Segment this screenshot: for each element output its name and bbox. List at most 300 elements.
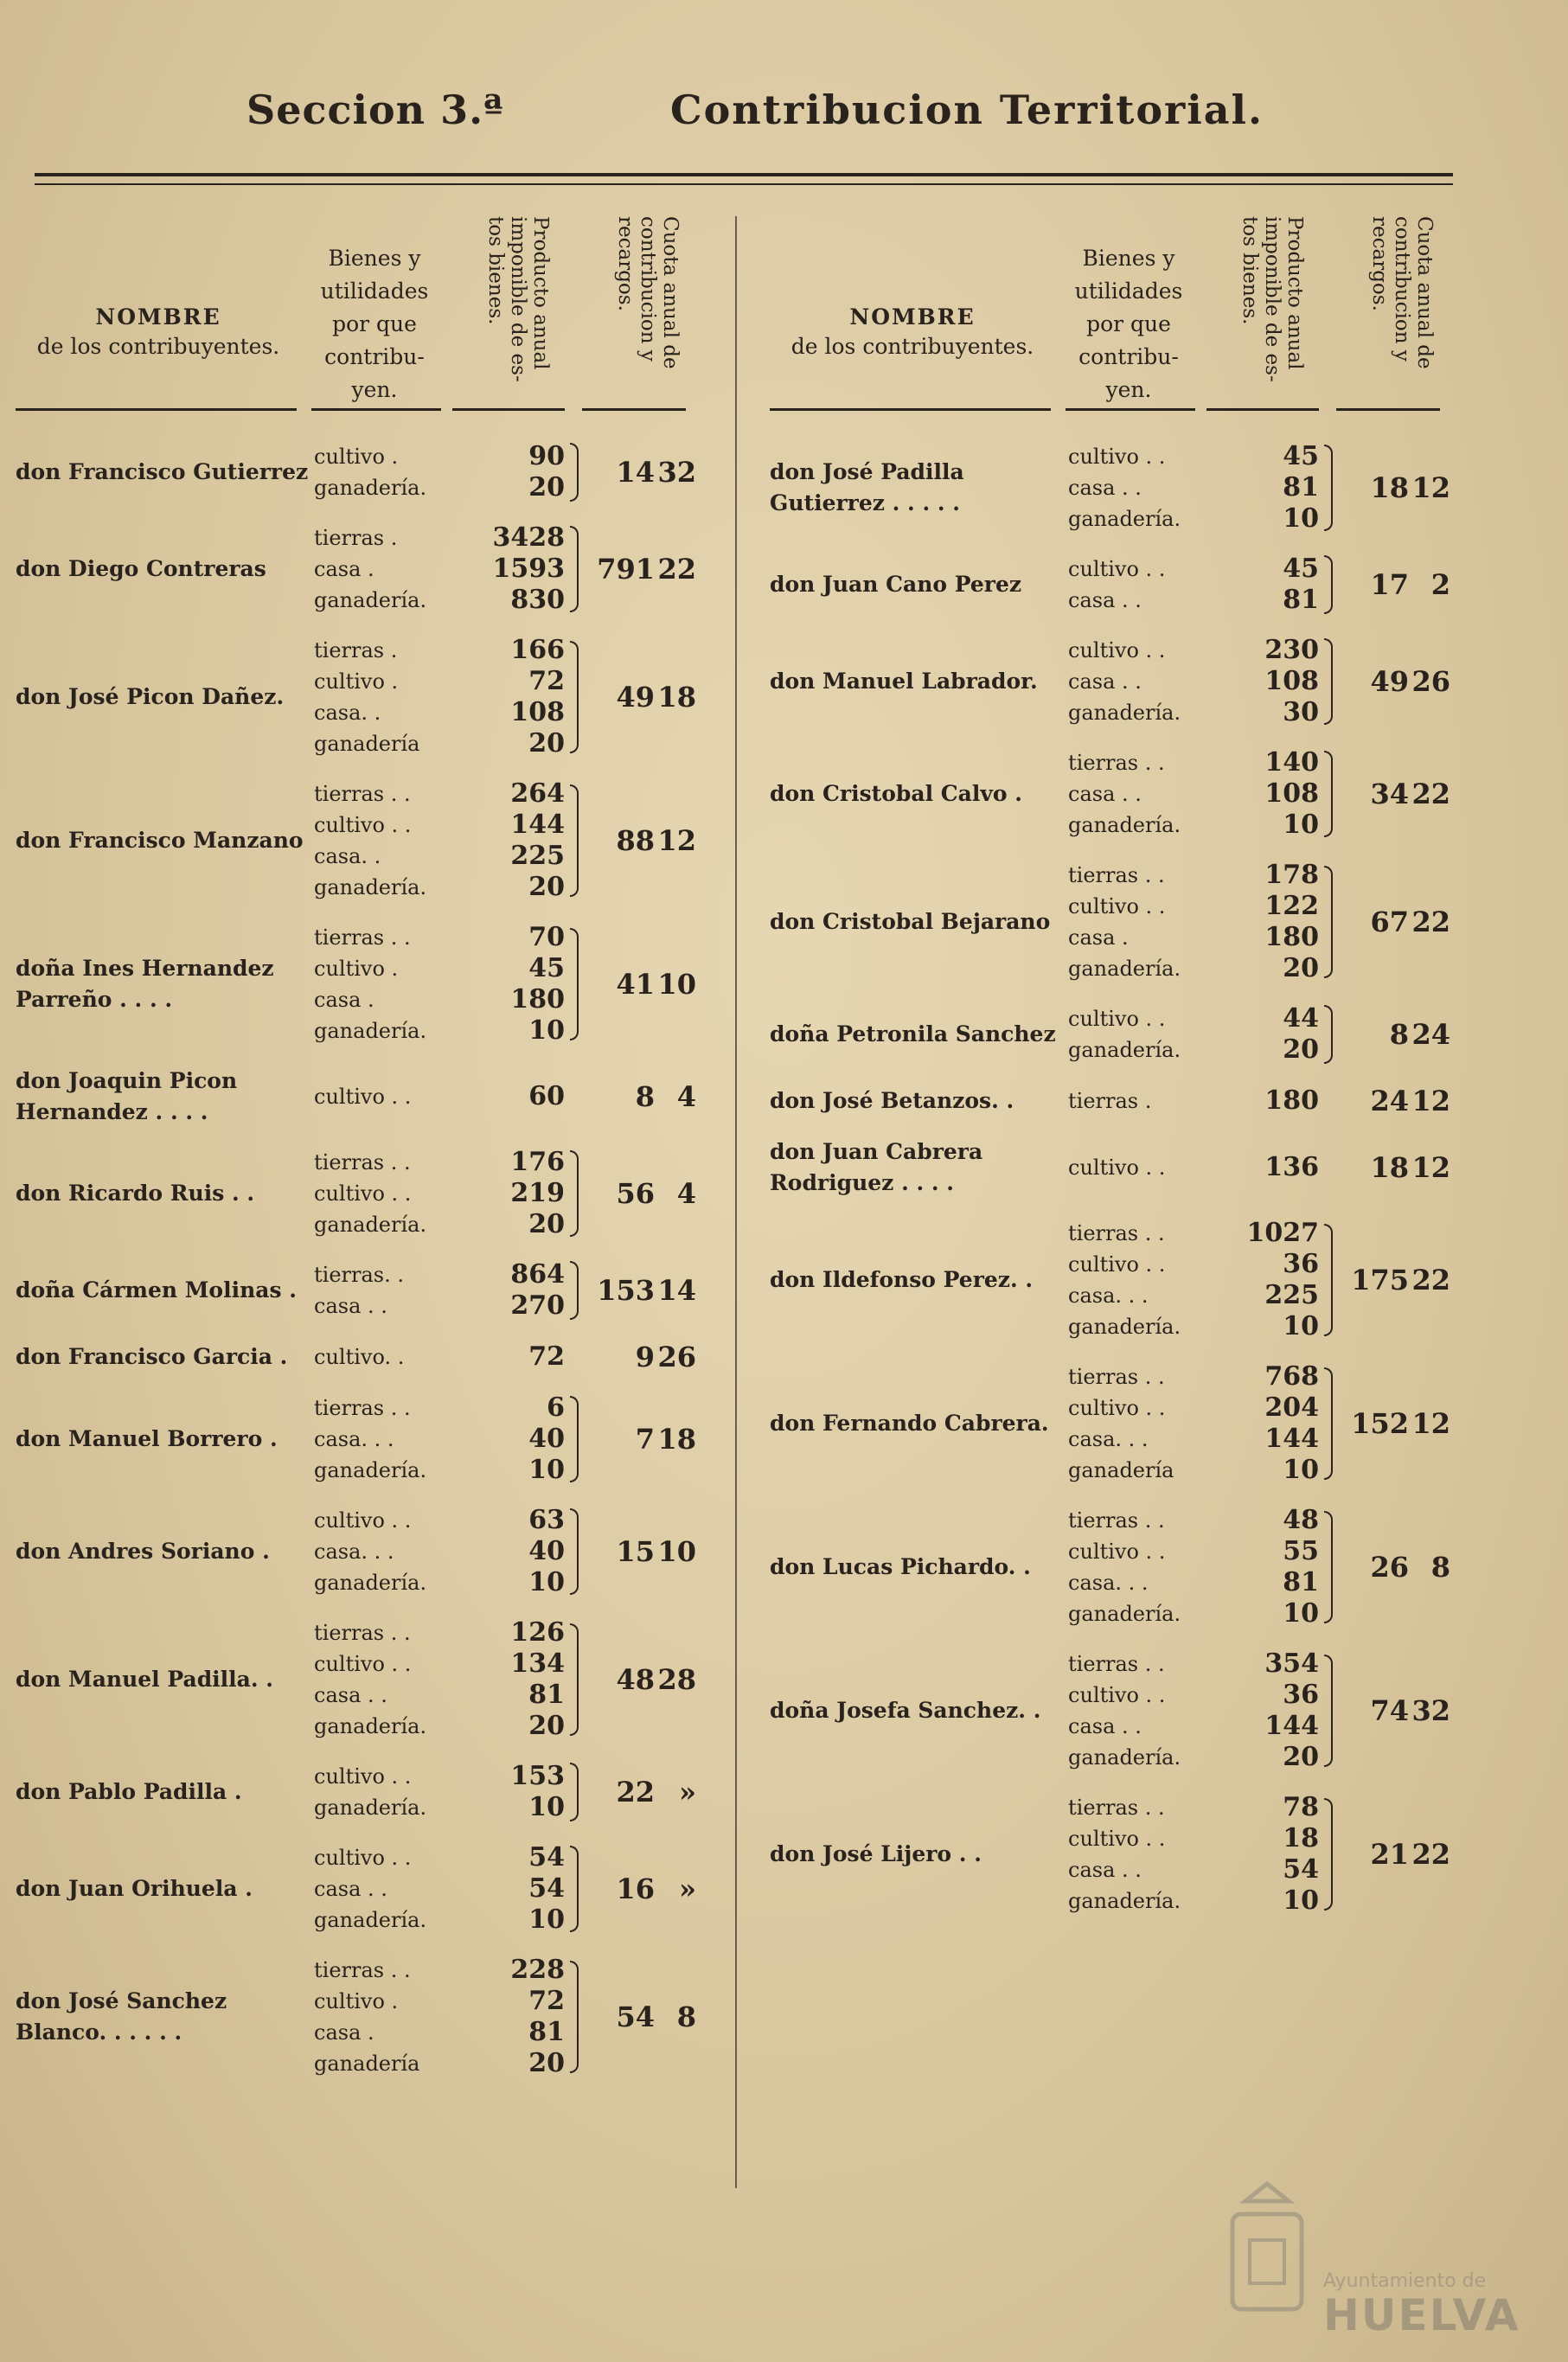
- property-type: cultivo .: [314, 957, 399, 981]
- contributor-entry: [16, 1147, 699, 1240]
- brace-mark: [570, 784, 579, 898]
- cuota-pesos: 88: [616, 824, 655, 857]
- contributor-entry: [16, 1955, 699, 2079]
- cuota-pesos: 34: [1370, 778, 1409, 810]
- brace: [565, 522, 584, 616]
- product-values: [465, 1392, 565, 1486]
- property-type: cultivo . .: [314, 1085, 412, 1109]
- product-value: 153: [510, 1761, 565, 1791]
- property-type: casa . .: [314, 1294, 387, 1318]
- property-type: ganadería.: [1068, 507, 1181, 531]
- cuota-reales: 18: [657, 1423, 696, 1456]
- contributor-name: doña Josefa Sanchez. .: [770, 1698, 1041, 1723]
- header-rule-thin: [35, 183, 1453, 185]
- product-value: 6: [547, 1392, 565, 1423]
- property-type: ganadería.: [1068, 813, 1181, 837]
- contributor-entry: [16, 441, 699, 503]
- product-value: 72: [528, 1986, 565, 2016]
- brace-mark: [570, 443, 579, 501]
- property-list: [314, 778, 465, 903]
- property-type: casa .: [314, 557, 374, 581]
- cuota-reales: 14: [657, 1274, 696, 1307]
- property-type: tierras . .: [314, 1150, 411, 1175]
- product-value: 140: [1264, 747, 1319, 778]
- contributor-entry: [770, 441, 1479, 534]
- product-values: [1219, 1648, 1319, 1773]
- product-values: [465, 1147, 565, 1240]
- property-list: [1068, 554, 1219, 616]
- property-type: ganadería.: [1068, 1038, 1181, 1062]
- product-value: 78: [1283, 1792, 1319, 1822]
- property-type: tierras .: [1068, 1089, 1152, 1113]
- product-value: 178: [1264, 860, 1319, 890]
- cuota-reales: 26: [657, 1341, 696, 1373]
- product-values: [1219, 554, 1319, 616]
- property-type: ganadería.: [314, 1213, 427, 1237]
- brace-mark: [570, 1846, 579, 1931]
- brace-mark: [1324, 1224, 1333, 1337]
- cuota-reales: 8: [1430, 1551, 1450, 1584]
- property-type: cultivo . .: [1068, 1155, 1166, 1180]
- product-value: 10: [528, 1015, 565, 1046]
- property-list: [1068, 1648, 1219, 1773]
- property-list: [314, 1259, 465, 1322]
- property-type: ganadería.: [314, 1019, 427, 1043]
- property-list: [1068, 1361, 1219, 1486]
- product-value: 90: [528, 441, 565, 471]
- property-type: ganadería.: [314, 1714, 427, 1738]
- cuota-amount: [1338, 471, 1450, 504]
- product-value: 20: [1283, 1034, 1319, 1065]
- product-value: 48: [1283, 1505, 1319, 1535]
- brace: [565, 778, 584, 903]
- contributor-name: don Ildefonso Perez. .: [770, 1267, 1034, 1292]
- cuota-amount: [584, 824, 696, 857]
- cuota-amount: [584, 1872, 696, 1905]
- product-value: 63: [528, 1505, 565, 1535]
- property-type: casa . .: [1068, 1858, 1142, 1882]
- property-type: casa. . .: [314, 1427, 394, 1451]
- watermark-logo: Ayuntamiento de HUELVA: [1219, 2180, 1496, 2352]
- brace-mark: [1324, 1367, 1333, 1481]
- cuota-reales: 10: [657, 968, 696, 1001]
- property-type: ganadería: [314, 2052, 420, 2076]
- property-type: tierras . .: [1068, 1221, 1165, 1245]
- property-type: tierras . .: [314, 782, 411, 806]
- product-value: 176: [510, 1147, 565, 1177]
- property-list: [1068, 1792, 1219, 1917]
- cuota-reales: 28: [657, 1663, 696, 1696]
- contributor-entry: [16, 922, 699, 1047]
- property-list: [1068, 860, 1219, 984]
- brace: [565, 1842, 584, 1936]
- brace-mark: [570, 928, 579, 1041]
- product-values: [465, 1259, 565, 1322]
- product-value: 20: [1283, 953, 1319, 983]
- brace-mark: [1324, 555, 1333, 613]
- product-value: 40: [528, 1536, 565, 1566]
- product-value: 45: [528, 953, 565, 983]
- property-type: cultivo . .: [1068, 1827, 1166, 1851]
- brace: [1319, 1505, 1338, 1629]
- property-list: [314, 635, 465, 759]
- brace: [1319, 635, 1338, 728]
- product-value: 20: [528, 2048, 565, 2078]
- product-values: [465, 1955, 565, 2079]
- product-value: 81: [528, 1680, 565, 1710]
- property-list: [314, 1147, 465, 1240]
- cuota-reales: 12: [1411, 1085, 1450, 1117]
- cuota-amount: [1338, 568, 1450, 601]
- property-list: [1068, 1152, 1219, 1183]
- cuota-reales: 12: [657, 824, 696, 857]
- product-value: 20: [528, 1209, 565, 1239]
- contributor-name: don Manuel Labrador.: [770, 669, 1038, 694]
- property-type: cultivo . .: [314, 1846, 412, 1870]
- product-values: [1219, 747, 1319, 841]
- cuota-pesos: 152: [1351, 1407, 1409, 1440]
- property-type: tierras . .: [314, 925, 411, 950]
- property-type: ganadería.: [1068, 957, 1181, 981]
- cuota-reales: 12: [1411, 1151, 1450, 1184]
- cuota-amount: [584, 1663, 696, 1696]
- property-type: cultivo . .: [1068, 557, 1166, 581]
- contributor-entry: [16, 1505, 699, 1598]
- cuota-reales: 8: [676, 2000, 696, 2033]
- property-type: cultivo . .: [1068, 1252, 1166, 1277]
- cuota-pesos: 56: [616, 1177, 655, 1210]
- cuota-pesos: 26: [1370, 1551, 1409, 1584]
- cuota-amount: [584, 1423, 696, 1456]
- contributor-name: don José Sanchez Blanco. . . . . .: [16, 1988, 227, 2045]
- contributor-entry: [770, 554, 1479, 616]
- brace-mark: [570, 1508, 579, 1594]
- product-values: [1219, 1792, 1319, 1917]
- product-values: [1219, 1085, 1319, 1117]
- product-value: 45: [1283, 441, 1319, 471]
- contributor-name: don José Lijero . .: [770, 1841, 982, 1866]
- brace: [565, 635, 584, 759]
- product-values: [465, 1761, 565, 1823]
- cuota-pesos: 74: [1370, 1694, 1409, 1727]
- product-value: 70: [528, 922, 565, 952]
- product-value: 44: [1283, 1003, 1319, 1034]
- property-list: [1068, 1085, 1219, 1117]
- product-value: 1027: [1246, 1218, 1319, 1248]
- property-list: [314, 441, 465, 503]
- property-type: ganadería.: [1068, 1889, 1181, 1913]
- product-values: [1219, 860, 1319, 984]
- product-value: 108: [1264, 778, 1319, 809]
- cuota-pesos: 9: [635, 1341, 655, 1373]
- property-type: cultivo .: [314, 445, 399, 469]
- brace: [1319, 1218, 1338, 1342]
- left-column: [16, 216, 699, 2098]
- cuota-amount: [1338, 1407, 1450, 1440]
- property-list: [314, 1081, 465, 1112]
- property-type: ganadería.: [314, 476, 427, 500]
- brace-mark: [1324, 751, 1333, 836]
- cuota-amount: [1338, 1551, 1450, 1584]
- property-type: casa. .: [314, 701, 381, 725]
- property-type: ganadería.: [314, 1908, 427, 1932]
- product-values: [1219, 1152, 1319, 1183]
- product-value: 204: [1264, 1392, 1319, 1423]
- brace-mark: [1324, 638, 1333, 724]
- property-type: casa .: [314, 988, 374, 1012]
- property-list: [1068, 441, 1219, 534]
- property-type: cultivo . .: [1068, 1007, 1166, 1031]
- cuota-reales: 22: [657, 553, 696, 586]
- cuota-amount: [584, 1341, 696, 1373]
- product-value: 768: [1264, 1361, 1319, 1392]
- cuota-pesos: 8: [635, 1080, 655, 1113]
- property-type: tierras . .: [314, 1396, 411, 1420]
- contributor-entry: [16, 1761, 699, 1823]
- product-value: 81: [1283, 585, 1319, 615]
- product-value: 81: [1283, 1567, 1319, 1597]
- product-value: 18: [1283, 1823, 1319, 1853]
- property-list: [1068, 1003, 1219, 1066]
- property-list: [1068, 1218, 1219, 1342]
- brace: [1319, 1085, 1338, 1117]
- property-type: cultivo. .: [314, 1345, 405, 1369]
- property-type: cultivo . .: [1068, 638, 1166, 663]
- product-values: [1219, 1003, 1319, 1066]
- product-values: [465, 522, 565, 616]
- property-type: casa . .: [1068, 476, 1142, 500]
- property-type: casa. . .: [1068, 1283, 1149, 1308]
- cuota-pesos: 22: [616, 1776, 655, 1808]
- property-type: cultivo . .: [314, 1764, 412, 1789]
- page-header: [0, 86, 1568, 147]
- brace-mark: [1324, 1511, 1333, 1624]
- contributor-name: doña Ines Hernandez Parreño . . . .: [16, 956, 274, 1012]
- left-entries: [16, 441, 699, 2079]
- property-type: ganadería.: [1068, 701, 1181, 725]
- property-type: cultivo . .: [1068, 445, 1166, 469]
- contributor-name: don Joaquin Picon Hernandez . . . .: [16, 1068, 238, 1124]
- contributor-entry: [16, 522, 699, 616]
- cuota-pesos: 17: [1370, 568, 1409, 601]
- product-value: 10: [528, 1455, 565, 1485]
- brace: [1319, 1792, 1338, 1917]
- cuota-reales: 24: [1411, 1018, 1450, 1051]
- property-type: tierras . .: [1068, 1508, 1165, 1533]
- product-value: 45: [1283, 554, 1319, 584]
- product-value: 144: [1264, 1711, 1319, 1741]
- property-type: ganadería.: [1068, 1745, 1181, 1770]
- header-bienes: Bienes y utilidades por que contribu-yen.: [320, 246, 429, 402]
- property-type: casa . .: [1068, 1714, 1142, 1738]
- property-list: [1068, 1505, 1219, 1629]
- cuota-amount: [1338, 1018, 1450, 1051]
- cuota-pesos: 791: [597, 553, 655, 586]
- product-value: 10: [1283, 1311, 1319, 1341]
- brace-mark: [1324, 1005, 1333, 1063]
- property-type: cultivo . .: [314, 1181, 412, 1206]
- cuota-amount: [584, 553, 696, 586]
- cuota-reales: 2: [1430, 568, 1450, 601]
- cuota-pesos: 41: [616, 968, 655, 1001]
- right-entries: [770, 441, 1479, 1917]
- contributor-name: don José Betanzos. .: [770, 1088, 1014, 1113]
- product-values: [1219, 1218, 1319, 1342]
- cuota-amount: [1338, 665, 1450, 698]
- brace-mark: [570, 526, 579, 611]
- property-type: ganadería.: [1068, 1315, 1181, 1339]
- product-values: [465, 635, 565, 759]
- property-type: cultivo . .: [1068, 894, 1166, 919]
- property-type: tierras . .: [1068, 863, 1165, 887]
- property-type: tierras . .: [1068, 1652, 1165, 1676]
- cuota-pesos: 49: [1370, 665, 1409, 698]
- product-value: 10: [1283, 1598, 1319, 1629]
- contributor-name: don Lucas Pichardo. .: [770, 1554, 1031, 1579]
- brace: [565, 1259, 584, 1322]
- cuota-amount: [584, 1080, 696, 1113]
- property-list: [314, 922, 465, 1047]
- product-values: [465, 1505, 565, 1598]
- property-type: tierras . .: [314, 1621, 411, 1645]
- property-type: ganadería.: [314, 1796, 427, 1820]
- product-value: 60: [528, 1081, 565, 1111]
- brace: [1319, 1361, 1338, 1486]
- brace: [565, 1066, 584, 1128]
- cuota-amount: [1338, 906, 1450, 938]
- contributor-entry: [770, 1792, 1479, 1917]
- section-title: Seccion 3.ª: [246, 86, 504, 133]
- product-value: 228: [510, 1955, 565, 1985]
- property-list: [314, 522, 465, 616]
- property-list: [314, 1392, 465, 1486]
- property-list: [314, 1341, 465, 1373]
- product-value: 225: [510, 841, 565, 871]
- cuota-amount: [584, 1535, 696, 1568]
- property-type: ganadería.: [314, 1571, 427, 1595]
- brace-mark: [1324, 1798, 1333, 1911]
- product-values: [1219, 441, 1319, 534]
- product-value: 20: [1283, 1742, 1319, 1772]
- contributor-name: don José Padilla Gutierrez . . . . .: [770, 459, 964, 515]
- contributor-entry: [16, 1392, 699, 1486]
- cuota-amount: [1338, 1085, 1450, 1117]
- property-type: cultivo . .: [314, 813, 412, 837]
- contributor-name: don Juan Cabrera Rodriguez . . . .: [770, 1139, 983, 1195]
- cuota-amount: [584, 1274, 696, 1307]
- cuota-pesos: 7: [635, 1423, 655, 1456]
- product-value: 20: [528, 872, 565, 902]
- cuota-amount: [1338, 1264, 1450, 1296]
- cuota-reales: 12: [1411, 471, 1450, 504]
- product-value: 354: [1264, 1648, 1319, 1679]
- contributor-name: doña Petronila Sanchez: [770, 1021, 1056, 1047]
- contributor-entry: [770, 1648, 1479, 1773]
- brace: [565, 1392, 584, 1486]
- contributor-entry: [770, 1218, 1479, 1342]
- product-value: 20: [528, 472, 565, 502]
- cuota-pesos: 14: [616, 456, 655, 489]
- cuota-amount: [584, 2000, 696, 2033]
- property-type: ganadería.: [1068, 1602, 1181, 1626]
- property-type: tierras . .: [314, 1958, 411, 1982]
- brace-mark: [570, 1261, 579, 1319]
- brace-mark: [1324, 445, 1333, 530]
- contributor-entry: [770, 1003, 1479, 1066]
- cuota-amount: [1338, 1838, 1450, 1871]
- product-value: 20: [528, 1711, 565, 1741]
- cuota-reales: 26: [1411, 665, 1450, 698]
- contributor-entry: [770, 1085, 1479, 1117]
- product-value: 54: [1283, 1854, 1319, 1885]
- cuota-amount: [584, 1177, 696, 1210]
- cuota-pesos: 48: [616, 1663, 655, 1696]
- contributor-name: doña Cármen Molinas .: [16, 1277, 297, 1303]
- contributor-name: don Diego Contreras: [16, 556, 266, 581]
- property-type: casa. . .: [1068, 1427, 1149, 1451]
- right-column: [770, 216, 1479, 1936]
- property-type: ganadería: [1068, 1458, 1174, 1482]
- property-type: casa . .: [314, 1683, 387, 1707]
- product-values: [465, 1617, 565, 1742]
- contributor-name: don Ricardo Ruis . .: [16, 1181, 255, 1206]
- property-list: [1068, 747, 1219, 841]
- brace: [1319, 554, 1338, 616]
- header-producto: Producto anual imponible de es-tos bienes.: [484, 216, 552, 382]
- brace: [1319, 1136, 1338, 1199]
- product-value: 36: [1283, 1249, 1319, 1279]
- brace: [1319, 1003, 1338, 1066]
- product-value: 108: [510, 697, 565, 727]
- product-value: 10: [528, 1904, 565, 1935]
- product-value: 72: [528, 666, 565, 696]
- header-nombre: NOMBRE de los contribuyentes.: [36, 304, 280, 359]
- product-value: 10: [528, 1567, 565, 1597]
- product-values: [465, 1842, 565, 1936]
- page-title: Contribucion Territorial.: [670, 86, 1264, 133]
- contributor-name: don Pablo Padilla .: [16, 1779, 242, 1804]
- property-type: tierras. .: [314, 1263, 404, 1287]
- brace: [565, 1341, 584, 1373]
- property-type: cultivo . .: [314, 1508, 412, 1533]
- product-value: 134: [510, 1648, 565, 1679]
- product-value: 3428: [492, 522, 565, 553]
- product-value: 10: [1283, 1455, 1319, 1485]
- product-values: [1219, 1361, 1319, 1486]
- cuota-reales: »: [679, 1872, 696, 1905]
- column-divider: [735, 216, 737, 2188]
- contributor-entry: [770, 1361, 1479, 1486]
- header-producto: Producto anual imponible de es-tos bienes.: [1238, 216, 1306, 382]
- product-value: 180: [1264, 922, 1319, 952]
- header-bienes: Bienes y utilidades por que contribu-yen.: [1074, 246, 1183, 402]
- contributor-name: don Andres Soriano .: [16, 1539, 270, 1564]
- property-list: [314, 1761, 465, 1823]
- product-value: 144: [1264, 1424, 1319, 1454]
- product-value: 180: [510, 984, 565, 1015]
- product-value: 219: [510, 1178, 565, 1208]
- contributor-entry: [770, 860, 1479, 984]
- product-value: 108: [1264, 666, 1319, 696]
- product-value: 30: [1283, 697, 1319, 727]
- header-cuota: Cuota anual de contribucion y recargos.: [1368, 216, 1436, 369]
- product-value: 54: [528, 1842, 565, 1872]
- contributor-name: don Cristobal Bejarano: [770, 909, 1051, 934]
- product-value: 1593: [492, 554, 565, 584]
- cuota-reales: 4: [676, 1080, 696, 1113]
- cuota-amount: [584, 1776, 696, 1808]
- cuota-pesos: 15: [616, 1535, 655, 1568]
